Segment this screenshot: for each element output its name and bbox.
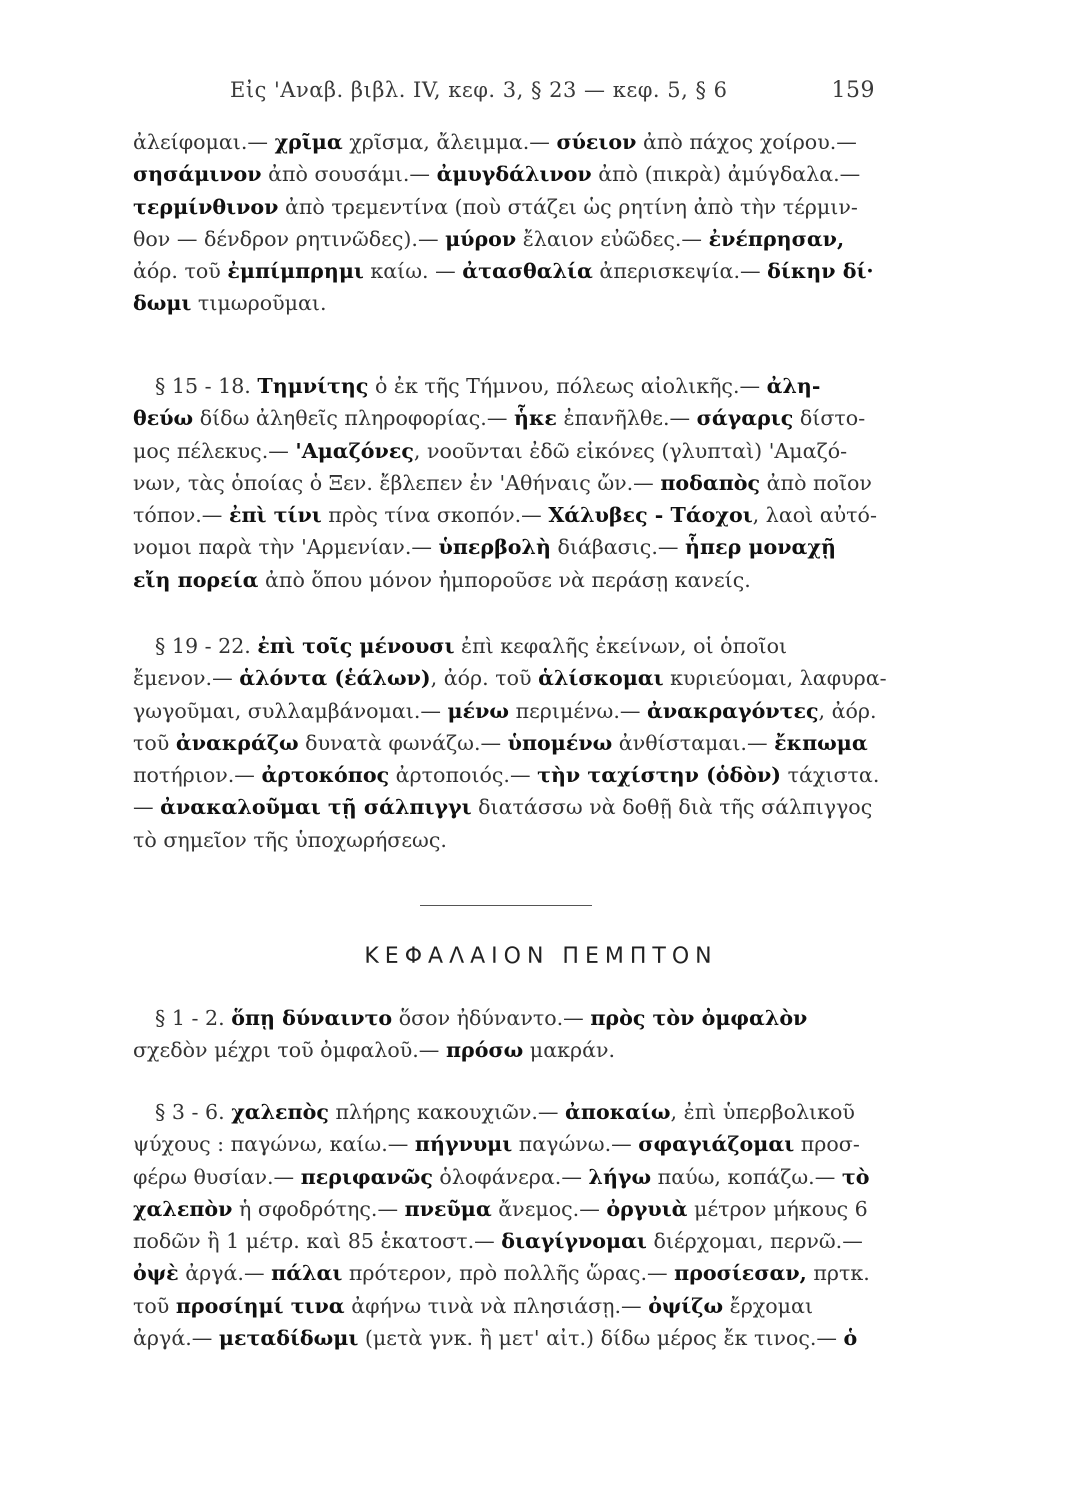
gloss-text: πρτκ. [806, 1261, 870, 1286]
gloss-text: νων, τὰς ὁποίας ὁ Ξεν. ἔβλεπεν ἐν 'Αθήναις ὤν.— [133, 470, 661, 495]
gloss-text: ὁ ἐκ τῆς Τήμνου, πόλεως αἰολικῆς.— [368, 374, 767, 398]
text-line [133, 759, 905, 791]
headword: ἁλίσκομαι [538, 666, 664, 691]
headword: ἁλόντα (ἑάλων) [239, 666, 431, 691]
headword: λήγω [588, 1164, 652, 1189]
text-line [133, 370, 905, 402]
headword: ἀποκαίω [565, 1100, 671, 1124]
text-line [133, 1034, 905, 1066]
headword: ἀτασθαλία [462, 259, 593, 284]
text-line [133, 158, 905, 190]
text-line [133, 287, 905, 319]
headword: ὀργυιὰ [606, 1196, 688, 1221]
headword: προσίεσαν, [674, 1261, 807, 1286]
section-divider [420, 905, 592, 906]
text-line [133, 1002, 905, 1034]
headword: ὑπομένω [507, 730, 613, 755]
gloss-text: ἀπὸ πάχος χοίρου.— [636, 130, 857, 154]
headword: ἧκε [514, 406, 557, 431]
headword: δωμι [133, 291, 192, 316]
headword: δίκην δί· [767, 259, 874, 284]
gloss-text: ψύχους : παγώνω, καίω.— [133, 1132, 415, 1157]
text-line [133, 824, 905, 856]
text-line [133, 499, 905, 531]
headword: ἀνακράζω [175, 730, 299, 755]
headword: περιφανῶς [300, 1164, 433, 1189]
text-line [133, 435, 905, 467]
headword: πρὸς τὸν ὀμφαλὸν [590, 1006, 808, 1030]
gloss-text: περιμένω.— [509, 698, 648, 723]
headword: ἔκπωμα [774, 730, 868, 755]
headword: Τημνίτης [257, 374, 369, 398]
headword: ἀνακραγόντες [647, 698, 819, 723]
headword: τερμίνθινον [133, 194, 279, 219]
gloss-text: § 15 - 18. [155, 374, 258, 398]
gloss-text: δίδω ἀληθεῖς πληροφορίας.— [193, 406, 514, 431]
gloss-text: ἀπὸ (πικρὰ) ἀμύγδαλα.— [591, 162, 861, 187]
headword: σφαγιάζομαι [638, 1132, 795, 1157]
headword: σησάμινον [133, 162, 262, 187]
text-line [133, 1096, 905, 1128]
gloss-text: παύω, κοπάζω.— [651, 1164, 842, 1189]
gloss-text: διάβασις.— [550, 535, 686, 560]
gloss-text: ἀπὸ ποῖον [760, 470, 872, 495]
headword: πνεῦμα [404, 1196, 492, 1221]
headword: μεταδίδωμι [218, 1326, 359, 1351]
gloss-text: ἔμενον.— [133, 666, 240, 691]
text-line [133, 223, 905, 255]
running-title: Εἰς 'Αναβ. βιβλ. IV, κεφ. 3, § 23 — κεφ. 5, § 6 [230, 78, 728, 102]
gloss-text: πρότερον, πρὸ πολλῆς ὥρας.— [342, 1261, 675, 1286]
gloss-text: δίστο- [793, 406, 866, 431]
text-line [133, 1225, 905, 1257]
gloss-text: πρὸς τίνα σκοπόν.— [321, 503, 549, 528]
headword: ὁ [843, 1326, 858, 1351]
headword: σύειον [556, 130, 637, 154]
headword: ἐπὶ τίνι [228, 503, 322, 528]
headword: μύρον [445, 226, 517, 251]
headword: ὅπῃ δύναιντο [231, 1006, 393, 1030]
headword: ἀνακαλοῦμαι τῇ σάλπιγγι [160, 795, 472, 820]
gloss-text: τόπον.— [133, 503, 229, 528]
headword: ἀμυγδάλινον [436, 162, 592, 187]
text-line [133, 531, 905, 563]
gloss-text: ἀπὸ τρεμεντίνα (ποὺ στάζει ὡς ρητίνη ἀπὸ τὴν τέρμιν- [278, 194, 858, 219]
gloss-text: , ἐπὶ ὑπερβολικοῦ [670, 1100, 855, 1124]
gloss-text: ἀλείφομαι.— [133, 130, 275, 154]
gloss-text: χρῖσμα, ἄλειμμα.— [342, 130, 557, 154]
gloss-text: κυριεύομαι, λαφυρα- [663, 666, 887, 691]
gloss-text: ἀπὸ σουσάμι.— [261, 162, 437, 187]
gloss-text: ἔλαιον εὐῶδες.— [516, 226, 709, 251]
paragraph-section-3-6 [133, 1096, 905, 1354]
gloss-text: , νοοῦνται ἐδῶ εἰκόνες (γλυπταὶ) 'Αμαζό- [413, 438, 848, 463]
gloss-text: § 3 - 6. [155, 1100, 232, 1124]
headword: τὴν ταχίστην (ὁδὸν) [537, 763, 782, 788]
text-line [133, 1128, 905, 1160]
paragraph-section-19-22 [133, 630, 905, 856]
headword: πήγνυμι [414, 1132, 513, 1157]
headword: σάγαρις [696, 406, 794, 431]
page-number: 159 [831, 78, 875, 103]
headword: ποδαπὸς [660, 470, 761, 495]
headword: ἀλη- [766, 374, 821, 398]
headword: τὸ [841, 1164, 870, 1189]
gloss-text: νομοι παρὰ τὴν 'Αρμενίαν.— [133, 535, 439, 560]
headword: ὑπερβολὴ [438, 535, 551, 560]
text-line [133, 695, 905, 727]
gloss-text: , ἀόρ. [818, 698, 877, 723]
headword: χρῖμα [274, 130, 343, 154]
gloss-text: γωγοῦμαι, συλλαμβάνομαι.— [133, 698, 448, 723]
gloss-text: — [133, 795, 161, 820]
gloss-text: ἀπὸ ὅπου μόνον ἠμποροῦσε νὰ περάσῃ κανείς. [258, 567, 751, 592]
gloss-text: θον — δένδρον ρητινῶδες).— [133, 226, 446, 251]
text-line [133, 402, 905, 434]
text-line [133, 1322, 905, 1354]
text-line [133, 1193, 905, 1225]
paragraph-ointments [133, 126, 905, 320]
gloss-text: ὁλοφάνερα.— [432, 1164, 589, 1189]
headword: θεύω [133, 406, 194, 431]
gloss-text: παγώνω.— [512, 1132, 639, 1157]
headword: χαλεπὸς [231, 1100, 329, 1124]
gloss-text: ἀργά.— [178, 1261, 272, 1286]
gloss-text: ἀνθίσταμαι.— [612, 730, 775, 755]
headword: διαγίγνομαι [501, 1229, 647, 1254]
gloss-text: τοῦ [133, 1293, 176, 1318]
gloss-text: τὸ σημεῖον τῆς ὑποχωρήσεως. [133, 827, 447, 852]
text-line [133, 630, 905, 662]
gloss-text: § 1 - 2. [155, 1006, 232, 1030]
text-line [133, 1257, 905, 1289]
gloss-text: τάχιστα. [781, 763, 880, 788]
headword: μένω [447, 698, 510, 723]
headword: ὀψὲ [133, 1261, 179, 1286]
text-line [133, 662, 905, 694]
gloss-text: μακράν. [523, 1038, 616, 1063]
headword: ἐνέπρησαν, [708, 226, 845, 251]
chapter-title: ΚΕΦΑΛΑΙΟΝ ΠΕΜΠΤΟΝ [364, 944, 718, 969]
headword: πάλαι [271, 1261, 343, 1286]
gloss-text: τιμωροῦμαι. [191, 291, 327, 316]
text-line [133, 191, 905, 223]
gloss-text: § 19 - 22. [155, 634, 258, 658]
gloss-text: ἀόρ. τοῦ [133, 259, 228, 284]
gloss-text: τοῦ [133, 730, 176, 755]
headword: ἧπερ μοναχῇ [685, 535, 836, 560]
running-header [230, 78, 875, 103]
headword: ὀψίζω [648, 1293, 724, 1318]
gloss-text: ἀφήνω τινὰ νὰ πλησιάσῃ.— [344, 1293, 649, 1318]
text-line [133, 791, 905, 823]
gloss-text: μος πέλεκυς.— [133, 438, 296, 463]
gloss-text: δυνατὰ φωνάζω.— [298, 730, 508, 755]
text-line [133, 1161, 905, 1193]
gloss-text: ἀπερισκεψία.— [592, 259, 768, 284]
gloss-text: προσ- [794, 1132, 860, 1157]
gloss-text: πλήρης κακουχιῶν.— [328, 1100, 566, 1124]
gloss-text: (μετὰ γνκ. ἢ μετ' αἰτ.) δίδω μέρος ἔκ τινος.— [358, 1326, 844, 1351]
text-line [133, 126, 905, 158]
text-line [133, 1290, 905, 1322]
gloss-text: ἡ σφοδρότης.— [232, 1196, 405, 1221]
headword: χαλεπὸν [133, 1196, 233, 1221]
gloss-text: φέρω θυσίαν.— [133, 1164, 301, 1189]
gloss-text: σχεδὸν μέχρι τοῦ ὀμφαλοῦ.— [133, 1038, 446, 1063]
headword: πρόσω [445, 1038, 524, 1063]
gloss-text: ἔρχομαι [723, 1293, 814, 1318]
headword: ἐμπίμπρημι [227, 259, 364, 284]
gloss-text: ὅσον ἠδύναντο.— [392, 1006, 591, 1030]
headword: προσίημί τινα [175, 1293, 345, 1318]
gloss-text: ποτήριον.— [133, 763, 262, 788]
text-line [133, 727, 905, 759]
text-line [133, 564, 905, 596]
headword: εἴη πορεία [133, 567, 259, 592]
headword: 'Αμαζόνες [295, 438, 414, 463]
headword: ἀρτοκόπος [261, 763, 390, 788]
paragraph-section-1-2 [133, 1002, 905, 1067]
text-line [133, 255, 905, 287]
gloss-text: διέρχομαι, περνῶ.— [646, 1229, 863, 1254]
gloss-text: ποδῶν ἢ 1 μέτρ. καὶ 85 ἑκατοστ.— [133, 1229, 502, 1254]
gloss-text: ἐπὶ κεφαλῆς ἐκείνων, οἱ ὁποῖοι [454, 634, 788, 658]
gloss-text: , λαοὶ αὐτό- [752, 503, 877, 528]
headword: ἐπὶ τοῖς μένουσι [257, 634, 455, 658]
headword: Χάλυβες - Τάοχοι [548, 503, 753, 528]
gloss-text: ἐπανῆλθε.— [556, 406, 697, 431]
gloss-text: ἀργά.— [133, 1326, 219, 1351]
paragraph-section-15-18 [133, 370, 905, 596]
gloss-text: ἀρτοποιός.— [389, 763, 538, 788]
gloss-text: , ἀόρ. τοῦ [430, 666, 539, 691]
gloss-text: ἄνεμος.— [491, 1196, 607, 1221]
text-line [133, 467, 905, 499]
gloss-text: καίω. — [363, 259, 463, 284]
gloss-text: μέτρον μήκους 6 [687, 1196, 868, 1221]
gloss-text: διατάσσω νὰ δοθῇ διὰ τῆς σάλπιγγος [471, 795, 873, 820]
